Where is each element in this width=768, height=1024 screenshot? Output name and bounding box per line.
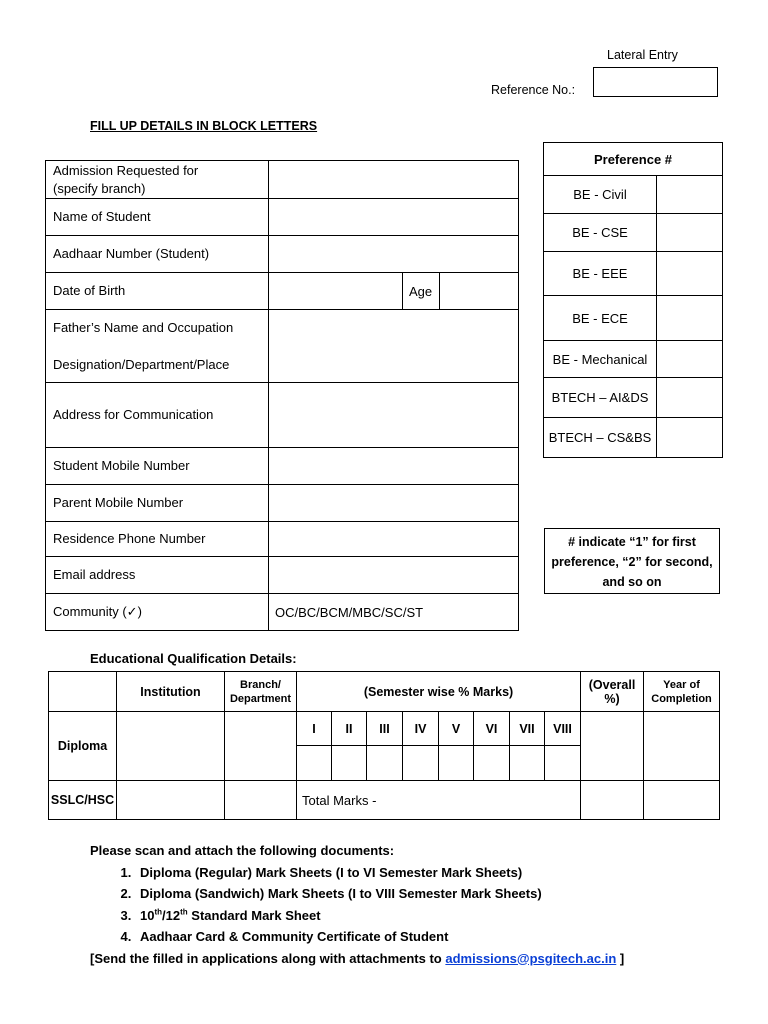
preference-note-line3: and so on [602, 575, 662, 589]
sslc-overall-field[interactable] [581, 781, 644, 820]
table-row [544, 214, 723, 252]
preference-field-csbs[interactable] [657, 418, 723, 458]
table-row [544, 418, 723, 458]
email-field[interactable] [269, 557, 519, 594]
table-row [46, 161, 519, 199]
list-item [135, 905, 624, 927]
institution-header: Institution [117, 672, 225, 712]
preference-field-mechanical[interactable] [657, 341, 723, 378]
address-label: Address for Communication [46, 383, 269, 448]
semester-header-7: VII [510, 712, 545, 746]
aadhaar-label: Aadhaar Number (Student) [46, 236, 269, 273]
admission-field[interactable] [269, 161, 519, 199]
lateral-entry-label: Lateral Entry [607, 48, 678, 62]
semester-mark-field-6[interactable] [474, 746, 510, 781]
semester-mark-field-4[interactable] [403, 746, 439, 781]
branch-header-line1: Branch/ [240, 678, 281, 691]
semester-mark-field-5[interactable] [439, 746, 474, 781]
table-row [46, 448, 519, 485]
student-details-table [45, 160, 519, 631]
table-row [544, 341, 723, 378]
diploma-overall-field[interactable] [581, 712, 644, 781]
email-label: Email address [46, 557, 269, 594]
sslc-institution-field[interactable] [117, 781, 225, 820]
father-label-line2: Designation/Department/Place [53, 356, 230, 372]
preference-note-line2: preference, “2” for second, [551, 555, 713, 569]
sslc-branch-field[interactable] [225, 781, 297, 820]
education-corner-cell [49, 672, 117, 712]
semester-header-8: VIII [545, 712, 581, 746]
overall-header-line1: (Overall [588, 677, 636, 692]
sslc-year-field[interactable] [644, 781, 720, 820]
document-item3-sup2: th [180, 907, 188, 917]
diploma-year-field[interactable] [644, 712, 720, 781]
documents-list [90, 862, 624, 948]
father-label [46, 310, 269, 383]
table-row [49, 781, 720, 820]
table-row [46, 310, 519, 383]
list-item: 1. Diploma (Regular) Mark Sheets (I to VI Semester Mark Sheets) [135, 862, 624, 884]
document-item3-part1: 10 [140, 907, 155, 923]
preference-branch-civil: BE - Civil [544, 176, 657, 214]
year-header [644, 672, 720, 712]
send-prefix: [Send the filled in applications along with attachments to [90, 950, 446, 966]
semester-header-5: V [439, 712, 474, 746]
year-header-line1: Year of [663, 678, 700, 691]
preference-table [543, 142, 723, 458]
parent-mobile-label: Parent Mobile Number [46, 485, 269, 522]
parent-mobile-field[interactable] [269, 485, 519, 522]
semester-marks-header: (Semester wise % Marks) [297, 672, 581, 712]
preference-field-eee[interactable] [657, 252, 723, 296]
semester-mark-field-8[interactable] [545, 746, 581, 781]
reference-number-label: Reference No.: [491, 83, 576, 97]
semester-mark-field-2[interactable] [332, 746, 367, 781]
table-row [544, 378, 723, 418]
admission-label-line1: Admission Requested for [53, 162, 199, 178]
education-table [48, 671, 720, 820]
address-field[interactable] [269, 383, 519, 448]
table-row [544, 143, 723, 176]
list-item: 4. Aadhaar Card & Community Certificate of Student [135, 926, 624, 948]
list-item: 2. Diploma (Sandwich) Mark Sheets (I to VIII Semester Mark Sheets) [135, 883, 624, 905]
student-mobile-label: Student Mobile Number [46, 448, 269, 485]
table-row [49, 672, 720, 712]
send-suffix: ] [616, 950, 625, 966]
father-field[interactable] [269, 310, 519, 383]
age-field[interactable] [440, 273, 519, 310]
table-row [46, 557, 519, 594]
semester-header-2: II [332, 712, 367, 746]
table-row [46, 383, 519, 448]
branch-header [225, 672, 297, 712]
documents-section [90, 840, 624, 969]
preference-branch-mechanical: BE - Mechanical [544, 341, 657, 378]
preference-branch-csbs: BTECH – CS&BS [544, 418, 657, 458]
semester-mark-field-7[interactable] [510, 746, 545, 781]
dob-label: Date of Birth [46, 273, 269, 310]
overall-header-line2: %) [604, 691, 620, 706]
semester-mark-field-1[interactable] [297, 746, 332, 781]
table-row [46, 199, 519, 236]
aadhaar-field[interactable] [269, 236, 519, 273]
preference-branch-ece: BE - ECE [544, 296, 657, 341]
admission-label-line2: (specify branch) [53, 180, 146, 196]
sslc-label: SSLC/HSC [49, 781, 117, 820]
document-item3-part3: Standard Mark Sheet [187, 907, 321, 923]
preference-branch-eee: BE - EEE [544, 252, 657, 296]
table-row [46, 522, 519, 557]
name-label: Name of Student [46, 199, 269, 236]
admissions-email-link[interactable]: admissions@psgitech.ac.in [445, 950, 617, 966]
reference-number-box[interactable] [593, 67, 718, 97]
table-row [544, 252, 723, 296]
preference-branch-aids: BTECH – AI&DS [544, 378, 657, 418]
preference-branch-cse: BE - CSE [544, 214, 657, 252]
table-row [544, 296, 723, 341]
preference-note [544, 528, 720, 594]
dob-field[interactable] [269, 273, 403, 310]
admission-label [46, 161, 269, 199]
diploma-institution-field[interactable] [117, 712, 225, 781]
age-label: Age [403, 273, 440, 310]
preference-field-civil[interactable] [657, 176, 723, 214]
preference-field-aids[interactable] [657, 378, 723, 418]
table-row [46, 236, 519, 273]
year-header-line2: Completion [651, 692, 712, 705]
send-instruction [90, 948, 624, 970]
document-item3-part2: /12 [162, 907, 181, 923]
table-row [46, 273, 519, 310]
semester-header-4: IV [403, 712, 439, 746]
block-letters-instruction: FILL UP DETAILS IN BLOCK LETTERS [90, 119, 318, 133]
student-mobile-field[interactable] [269, 448, 519, 485]
document-item3-sup1: th [154, 907, 163, 917]
community-options[interactable]: OC/BC/BCM/MBC/SC/ST [269, 594, 519, 631]
residence-phone-label: Residence Phone Number [46, 522, 269, 557]
semester-header-3: III [367, 712, 403, 746]
semester-mark-field-3[interactable] [367, 746, 403, 781]
education-heading: Educational Qualification Details: [90, 651, 297, 666]
residence-phone-field[interactable] [269, 522, 519, 557]
documents-intro: Please scan and attach the following documents: [90, 843, 395, 858]
semester-header-6: VI [474, 712, 510, 746]
community-label: Community (✓) [46, 594, 269, 631]
branch-header-line2: Department [229, 692, 292, 705]
table-row [49, 712, 720, 746]
table-row [46, 485, 519, 522]
preference-header: Preference # [544, 143, 723, 176]
preference-note-line1: # indicate “1” for first [568, 535, 696, 549]
preference-field-cse[interactable] [657, 214, 723, 252]
father-label-line1: Father’s Name and Occupation [53, 319, 234, 335]
overall-header [581, 672, 644, 712]
preference-field-ece[interactable] [657, 296, 723, 341]
diploma-label: Diploma [49, 712, 117, 781]
name-field[interactable] [269, 199, 519, 236]
table-row [46, 594, 519, 631]
diploma-branch-field[interactable] [225, 712, 297, 781]
table-row [544, 176, 723, 214]
total-marks-field[interactable]: Total Marks - [297, 781, 581, 820]
semester-header-1: I [297, 712, 332, 746]
